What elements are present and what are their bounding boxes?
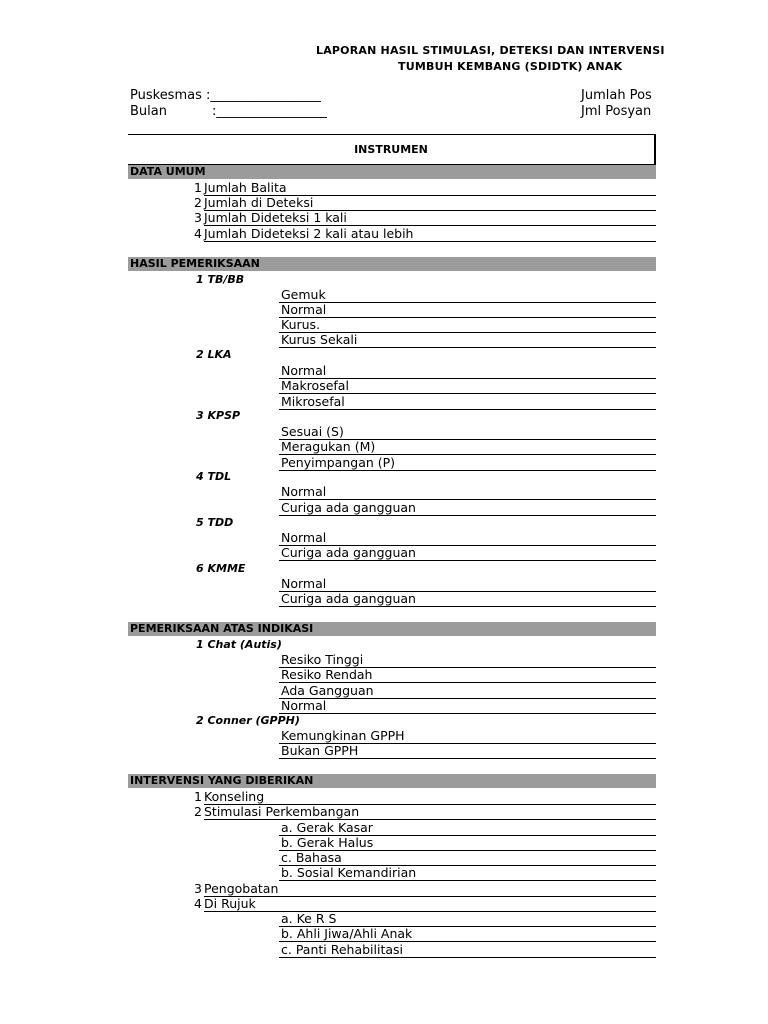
rujuk-sub: c. Panti Rehabilitasi [281,942,404,957]
rujuk-sub: a. Ke R S [281,911,337,926]
option-label: Kemungkinan GPPH [281,728,405,743]
data-umum-item: Jumlah Dideteksi 2 kali atau lebih [204,226,414,241]
item-number: 1 [194,789,202,804]
option-label: Normal [281,363,327,378]
stimulasi-sub: b. Gerak Halus [281,835,374,850]
section-pemeriksaan-indikasi: PEMERIKSAAN ATAS INDIKASI [128,622,656,636]
entry-line [279,758,656,759]
instrumen-header [128,134,656,165]
group-lka: 2 LKA [196,348,232,361]
entry-line [279,698,656,699]
entry-line [279,470,656,471]
intervensi-pengobatan: Pengobatan [204,881,279,896]
item-number: 4 [194,896,202,911]
section-hasil-pemeriksaan: HASIL PEMERIKSAAN [128,257,656,271]
item-number: 4 [194,226,202,241]
intervensi-rujuk: Di Rujuk [204,896,256,911]
option-label: Resiko Tinggi [281,652,364,667]
entry-line [204,241,656,242]
puskesmas-field: Puskesmas :_________________ [130,88,321,103]
intervensi-stimulasi: Stimulasi Perkembangan [204,804,360,819]
option-label: Makrosefal [281,378,349,393]
instrumen-label: INSTRUMEN [354,143,428,156]
option-label: Normal [281,530,327,545]
report-title-line2: TUMBUH KEMBANG (SDIDTK) ANAK [398,60,623,73]
option-label: Curiga ada gangguan [281,545,416,560]
data-umum-item: Jumlah Dideteksi 1 kali [204,210,347,225]
stimulasi-sub: a. Gerak Kasar [281,820,373,835]
group-conner-gpph: 2 Conner (GPPH) [196,714,300,727]
stimulasi-sub: c. Bahasa [281,850,342,865]
bulan-field: :_________________ [212,104,327,119]
group-tb-bb: 1 TB/BB [196,273,245,286]
item-number: 2 [194,195,202,210]
intervensi-konseling: Konseling [204,789,265,804]
item-number: 1 [194,180,202,195]
data-umum-item: Jumlah di Deteksi [204,195,314,210]
jumlah-pos-label: Jumlah Pos [581,88,652,103]
option-label: Normal [281,698,327,713]
entry-line [279,302,656,303]
entry-line [279,515,656,516]
item-number: 2 [194,804,202,819]
jml-posyan-label: Jml Posyan [581,104,652,119]
entry-line [279,560,656,561]
option-label: Gemuk [281,287,326,302]
entry-line [204,911,656,912]
entry-line [279,606,656,607]
group-kmme: 6 KMME [196,562,246,575]
option-label: Kurus. [281,317,321,332]
option-label: Resiko Rendah [281,667,373,682]
option-label: Ada Gangguan [281,683,374,698]
option-label: Curiga ada gangguan [281,591,416,606]
option-label: Mikrosefal [281,394,345,409]
entry-line [204,819,656,820]
item-number: 3 [194,210,202,225]
option-label: Normal [281,302,327,317]
option-label: Meragukan (M) [281,439,376,454]
stimulasi-sub: b. Sosial Kemandirian [281,865,417,880]
group-tdl: 4 TDL [196,470,232,483]
report-title-line1: LAPORAN HASIL STIMULASI, DETEKSI DAN INTERVENSI [316,44,665,57]
group-tdd: 5 TDD [196,516,234,529]
entry-line [279,957,656,958]
section-intervensi: INTERVENSI YANG DIBERIKAN [128,774,656,788]
entry-line [279,409,656,410]
option-label: Normal [281,576,327,591]
option-label: Penyimpangan (P) [281,455,396,470]
option-label: Normal [281,484,327,499]
rujuk-sub: b. Ahli Jiwa/Ahli Anak [281,926,413,941]
entry-line [279,347,656,348]
option-label: Sesuai (S) [281,424,344,439]
section-data-umum: DATA UMUM [128,165,656,179]
item-number: 3 [194,881,202,896]
group-chat-autis: 1 Chat (Autis) [196,638,282,651]
group-kpsp: 3 KPSP [196,409,241,422]
option-label: Curiga ada gangguan [281,500,416,515]
entry-line [279,317,656,318]
data-umum-item: Jumlah Balita [204,180,287,195]
bulan-label: Bulan [130,104,167,119]
option-label: Kurus Sekali [281,332,358,347]
option-label: Bukan GPPH [281,743,359,758]
entry-line [279,880,656,881]
entry-line [279,713,656,714]
entry-line [204,896,656,897]
